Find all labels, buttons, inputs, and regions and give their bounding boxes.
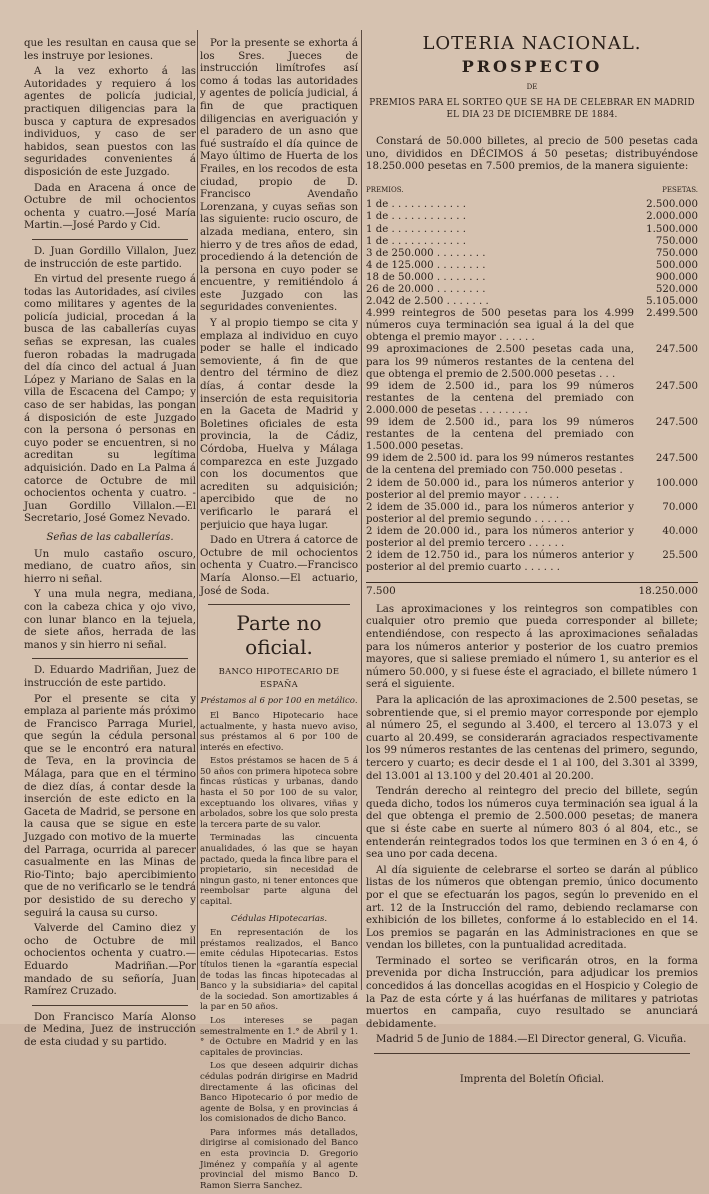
divider xyxy=(32,658,188,659)
prize-amount: 750.000 xyxy=(655,235,698,247)
signature-line: Madrid 5 de Junio de 1884.—El Director general, G. Vicuña. xyxy=(376,1034,687,1046)
prize-row xyxy=(366,453,698,477)
paragraph: Los que deseen adquirir dichas cédulas podrán dirigirse en Madrid directamente á las oficinas del Banco Hipotecario ó por medio de agente de Bolsa, y en provincias á los comisionados de dicho Banco. xyxy=(200,1061,358,1125)
prize-amount: 2.000.000 xyxy=(646,211,698,223)
prize-amount: 40.000 xyxy=(662,525,698,537)
header-premios: PREMIOS. xyxy=(366,185,404,194)
prize-amount: 100.000 xyxy=(655,477,698,489)
prize-description: 18 de 50.000 . . . . . . . . xyxy=(366,271,486,283)
paragraph: Tendrán derecho al reintegro del precio del billete, según queda dicho, todos los números cuya terminación sea igual á la del que obtenga el premio de 2.500.000 pesetas; de manera que si éste cabe en suerte al número 803 ó al 804, etc., se entenderán reintegrados todos los que terminen en 3 ó en 4, ó sea uno por cada decena. xyxy=(366,786,698,861)
paragraph: Al día siguiente de celebrarse el sorteo se darán al público listas de los números que obtengan premio, único documento por el que se efectuarán los pagos, según lo prevenido en el art. 12 de la Instrucción del ramo, debiendo reclamarse con exhibición de los billetes, conforme á lo establecido en el 14. Los premios se pagarán en las Administraciones en que se vendan los billetes, con la puntualidad acreditada. xyxy=(366,864,698,952)
paragraph: Estos préstamos se hacen de 5 á 50 años con primera hipoteca sobre fincas rústicas y urbanas, dando hasta el 50 por 100 de su valor, exceptuando los olivares, viñas y arbolados, sobre los que solo presta la tercera parte de su valor. xyxy=(200,756,358,830)
subheading: Cédulas Hipotecarias. xyxy=(230,913,328,924)
prize-total xyxy=(366,582,698,598)
prize-description: 2 idem de 20.000 id., para los números anterior y posterior al del premio tercero . . . . . . xyxy=(366,525,634,549)
paragraph: Terminado el sorteo se verificarán otros, en la forma prevenida por dicha Instrucción, para adjudicar los premios concedidos á las doncellas acogidas en el Hospicio y Colegio de la Paz de esta córte y á las huérfanas de militares y patriotas muertos en campaña, cuyo resultado se anunciará debidamente. xyxy=(366,955,698,1030)
total-amount: 18.250.000 xyxy=(638,585,698,598)
divider xyxy=(32,1005,188,1006)
paragraph: Dada en Aracena á once de Octubre de mil ochocientos ochenta y cuatro.—José María Martin.—José Pardo y Cid. xyxy=(24,182,196,232)
prize-description: 2 idem de 35.000 id., para los números anterior y posterior al del premio segundo . . . . . . xyxy=(366,501,634,525)
prize-description: 1 de . . . . . . . . . . . . xyxy=(366,223,466,235)
prize-row xyxy=(366,199,698,211)
column-divider xyxy=(197,30,198,990)
prize-amount: 1.500.000 xyxy=(646,223,698,235)
paragraph: Para la aplicación de las aproximaciones de 2.500 pesetas, se sobrentiende que, si el premio mayor corresponde por ejemplo al número 25, el segundo al 3.400, el tercero al 13.073 y el cuarto al 20.499, se considerarán agraciados respectivamente los 99 números restantes de las centenas del primero, segundo, tercero y cuarto; es decir desde el 1 al 100, del 3.301 al 3399, del 13.001 al 13.100 y del 20.401 al 20.200. xyxy=(366,695,698,782)
paragraph: Por la presente se exhorta á los Sres. Jueces de instrucción limítrofes así como á todas las autoridades y agentes de policía judicial, á fin de que practiquen diligencias en averiguación y el paradero de un asno que fué sustraído el día quince de Mayo último de Huerta de los Frailes, en los recodos de esta ciudad, propio de D. Francisco Avendaño Lorenzana, y cuyas señas son las siguiente: rucio oscuro, de alzada mediana, entero, sin hierro y de tres años de edad, procediendo á la detención de la persona en cuyo poder se encuentre, y remitiéndolo á este Juzgado con las seguridades convenientes. xyxy=(200,38,358,314)
prize-description: 3 de 250.000 . . . . . . . . xyxy=(366,247,486,259)
paragraph: Los intereses se pagan semestralmente en 1.° de Abril y 1.° de Octubre en Madrid y en las capitales de provincias. xyxy=(200,1015,358,1058)
prize-row xyxy=(366,417,698,453)
prize-row xyxy=(366,224,698,236)
paragraph: Terminadas las cincuenta anualidades, ó las que se hayan pactado, queda la finca libre para el propietario, sin necesidad de ningun gasto, ni tener entonces que reembolsar parte alguna del capital. xyxy=(200,833,358,907)
divider xyxy=(374,1053,690,1054)
prize-amount: 5.105.000 xyxy=(646,296,698,308)
prize-row xyxy=(366,272,698,284)
prize-table xyxy=(366,199,698,574)
prize-row xyxy=(366,502,698,526)
paragraph: Constará de 50.000 billetes, al precio de 500 pesetas cada uno, divididos en DÉCIMOS á 50 pesetas; distribuyéndose 18.250.000 pesetas en 7.500 premios, de la manera siguiente: xyxy=(366,135,698,173)
prize-row xyxy=(366,308,698,344)
prize-description: 2.042 de 2.500 . . . . . . . xyxy=(366,296,489,308)
lottery-title: LOTERIA NACIONAL. xyxy=(422,33,642,54)
column-middle xyxy=(200,38,358,1194)
prize-amount: 247.500 xyxy=(655,417,698,429)
paragraph: Por el presente se cita y emplaza al pariente más próximo de Francisco Parraga Muriel, que según la cédula personal que se le encontró era natural de Teva, en la provincia de Málaga, para que en el término de diez días, á contar desde la inserción de este edicto en la Gaceta de Madrid, se persone en la causa que se sigue en este Juzgado con motivo de la muerte del Parraga, ocurrida al parecer casualmente en las Minas de Rio-Tinto; bajo apercibimiento que de no verificarlo se le tendrá por desistido de su derecho y seguirá la causa su curso. xyxy=(24,693,196,919)
imprenta: Imprenta del Boletín Oficial. xyxy=(459,1074,605,1086)
prize-row xyxy=(366,236,698,248)
prize-amount: 500.000 xyxy=(655,259,698,271)
divider xyxy=(208,604,350,605)
prize-description: 99 idem de 2.500 id. para los 99 números restantes de la centena del premiado con 750.000 pesetas . xyxy=(366,453,634,477)
prize-description: 4 de 125.000 . . . . . . . . xyxy=(366,259,486,271)
prize-description: 26 de 20.000 . . . . . . . . xyxy=(366,284,486,295)
section-title: Parte no oficial. xyxy=(236,611,322,660)
prize-row xyxy=(366,260,698,272)
prize-description: 1 de . . . . . . . . . . . . xyxy=(366,211,466,223)
lottery-de: DE xyxy=(526,83,538,92)
prize-row xyxy=(366,284,698,296)
prize-row xyxy=(366,381,698,417)
section-heading: Señas de las caballerías. xyxy=(46,531,174,543)
prize-amount: 247.500 xyxy=(655,453,698,465)
bank-heading: BANCO HIPOTECARIO DE ESPAÑA xyxy=(218,666,340,689)
prize-row xyxy=(366,296,698,308)
subheading: Préstamos al 6 por 100 en metálico. xyxy=(200,696,358,707)
column-right xyxy=(366,33,698,1087)
prize-row xyxy=(366,478,698,502)
prize-description: 1 de . . . . . . . . . . . . xyxy=(366,199,466,211)
header-pesetas: PESETAS. xyxy=(662,185,698,194)
prize-amount: 247.500 xyxy=(655,344,698,356)
column-left xyxy=(24,38,196,1053)
prize-description: 99 aproximaciones de 2.500 pesetas cada una, para los 99 números restantes de la centena del que obtenga el premio de 2.500.000 pesetas . . . xyxy=(366,344,634,380)
paragraph: Las aproximaciones y los reintegros son compatibles con cualquier otro premio que pueda corresponder al billete; entendiéndose, con respecto á las aproximaciones señaladas para los números anterior y posterior de los cuatro premios mayores, que si saliese premiado el número 1, su anterior es el número 50.000, y si fuese éste el agraciado, el billete número 1 será el siguiente. xyxy=(366,603,698,691)
prize-description: 2 idem de 50.000 id., para los números anterior y posterior al del premio mayor . . . . . . xyxy=(366,477,634,501)
paragraph: En representación de los préstamos realizados, el Banco emite cédulas Hipotecarias. Estos títulos tienen la «garantía especial de todas las fincas hipotecadas al Banco y la subsidiaria» del capital de la sociedad. Son amortizables á la par en 50 años. xyxy=(200,928,358,1013)
paragraph: Un mulo castaño oscuro, mediano, de cuatro años, sin hierro ni señal. xyxy=(24,548,196,585)
paragraph: El Banco Hipotecario hace actualmente, y hasta nuevo aviso, sus préstamos al 6 por 100 de interés en efectivo. xyxy=(200,710,358,753)
prize-row xyxy=(366,344,698,380)
prize-table-header xyxy=(366,184,698,197)
prize-amount: 25.500 xyxy=(662,550,698,562)
prize-amount: 2.500.000 xyxy=(646,199,698,211)
prize-description: 4.999 reintegros de 500 pesetas para los 4.999 números cuya terminación sea igual á la del que obtenga el premio mayor . . . . . . xyxy=(366,308,634,344)
prize-row xyxy=(366,550,698,574)
prize-amount: 900.000 xyxy=(655,271,698,283)
total-count: 7.500 xyxy=(366,585,396,598)
prize-description: 1 de . . . . . . . . . . . . xyxy=(366,235,466,247)
prize-amount: 247.500 xyxy=(655,380,698,392)
prize-row xyxy=(366,211,698,223)
lottery-subtitle: PROSPECTO xyxy=(461,56,603,76)
paragraph: Valverde del Camino diez y ocho de Octubre de mil ochocientos ochenta y cuatro.—Eduardo Madriñan.—Por mandado de su señoría, Juan Ramírez Cruzado. xyxy=(24,923,196,998)
prize-amount: 520.000 xyxy=(655,284,698,295)
paragraph: Y una mula negra, mediana, con la cabeza chica y ojo vivo, con lunar blanco en la tejuela, de siete años, herrada de las manos y sin hierro ni señal. xyxy=(24,589,196,651)
prize-description: 99 idem de 2.500 id., para los 99 números restantes de la centena del premiado con 2.000.000 de pesetas . . . . . . . . xyxy=(366,380,634,416)
paragraph: Dado en Utrera á catorce de Octubre de mil ochocientos ochenta y Cuatro.—Francisco María Alonso.—El actuario, José de Soda. xyxy=(200,535,358,597)
paragraph: Y al propio tiempo se cita y emplaza al individuo en cuyo poder se halle el indicado semoviente, á fin de que dentro del término de diez días, á contar desde la inserción de esta requisitoria en la Gaceta de Madrid y Boletines oficiales de esta provincia, la de Cádiz, Córdoba, Huelva y Málaga comparezca en este Juzgado con los documentos que acrediten su adquisición; apercibido que de no verificarlo le parará el perjuicio que haya lugar. xyxy=(200,318,358,531)
notice-heading: Don Francisco María Alonso de Medina, Juez de instrucción de esta ciudad y su partido. xyxy=(24,1011,196,1048)
prize-amount: 70.000 xyxy=(662,501,698,513)
divider xyxy=(32,239,188,240)
prize-amount: 2.499.500 xyxy=(646,308,698,320)
paragraph: Para informes más detallados, dirigirse al comisionado del Banco en esta provincia D. Gregorio Jiménez y compañía y al agente provincial del mismo Banco D. Ramon Sierra Sanchez. xyxy=(200,1127,358,1191)
paragraph: que les resultan en causa que se les instruye por lesiones. xyxy=(24,38,196,62)
prize-description: 2 idem de 12.750 id., para los números anterior y posterior al del premio cuarto . . . . . . xyxy=(366,550,634,574)
prize-description: 99 idem de 2.500 id., para los 99 números restantes de la centena del premiado con 1.500.000 pesetas. xyxy=(366,417,634,453)
prize-amount: 750.000 xyxy=(655,247,698,259)
paragraph: A la vez exhorto á las Autoridades y requiero á los agentes de policía judicial, practiquen diligencias para la busca y captura de expresados individuos, y caso de ser habidos, sean puestos con las seguridades convenientes á disposición de este Juzgado. xyxy=(24,66,196,178)
notice-heading: D. Juan Gordillo Villalon, Juez de instrucción de este partido. xyxy=(24,245,196,270)
notice-heading: D. Eduardo Madriñan, Juez de instrucción de este partido. xyxy=(24,665,196,689)
lottery-caption: PREMIOS PARA EL SORTEO QUE SE HA DE CELEBRAR EN MADRID EL DIA 23 DE DICIEMBRE DE 1884. xyxy=(369,97,695,121)
column-divider xyxy=(361,30,362,990)
paragraph: En virtud del presente ruego á todas las Autoridades, así civiles como militares y agentes de la policía judicial, procedan á la busca de las caballerías cuyas señas se expresan, las cuales fueron robadas la madrugada del día cinco del actual á Juan López y Mariano de Salas en la villa de Escacena del Campo; y caso de ser habidas, las pongan á disposición de este Juzgado con la persona ó personas en cuyo poder se encuentren, si no acreditan su legítima adquisición. Dado en La Palma á catorce de Octubre de mil ochocientos ochenta y cuatro. - Juan Gordillo Villalon.—El Secretario, José Gomez Nevado. xyxy=(24,274,196,525)
prize-row xyxy=(366,248,698,260)
prize-row xyxy=(366,526,698,550)
